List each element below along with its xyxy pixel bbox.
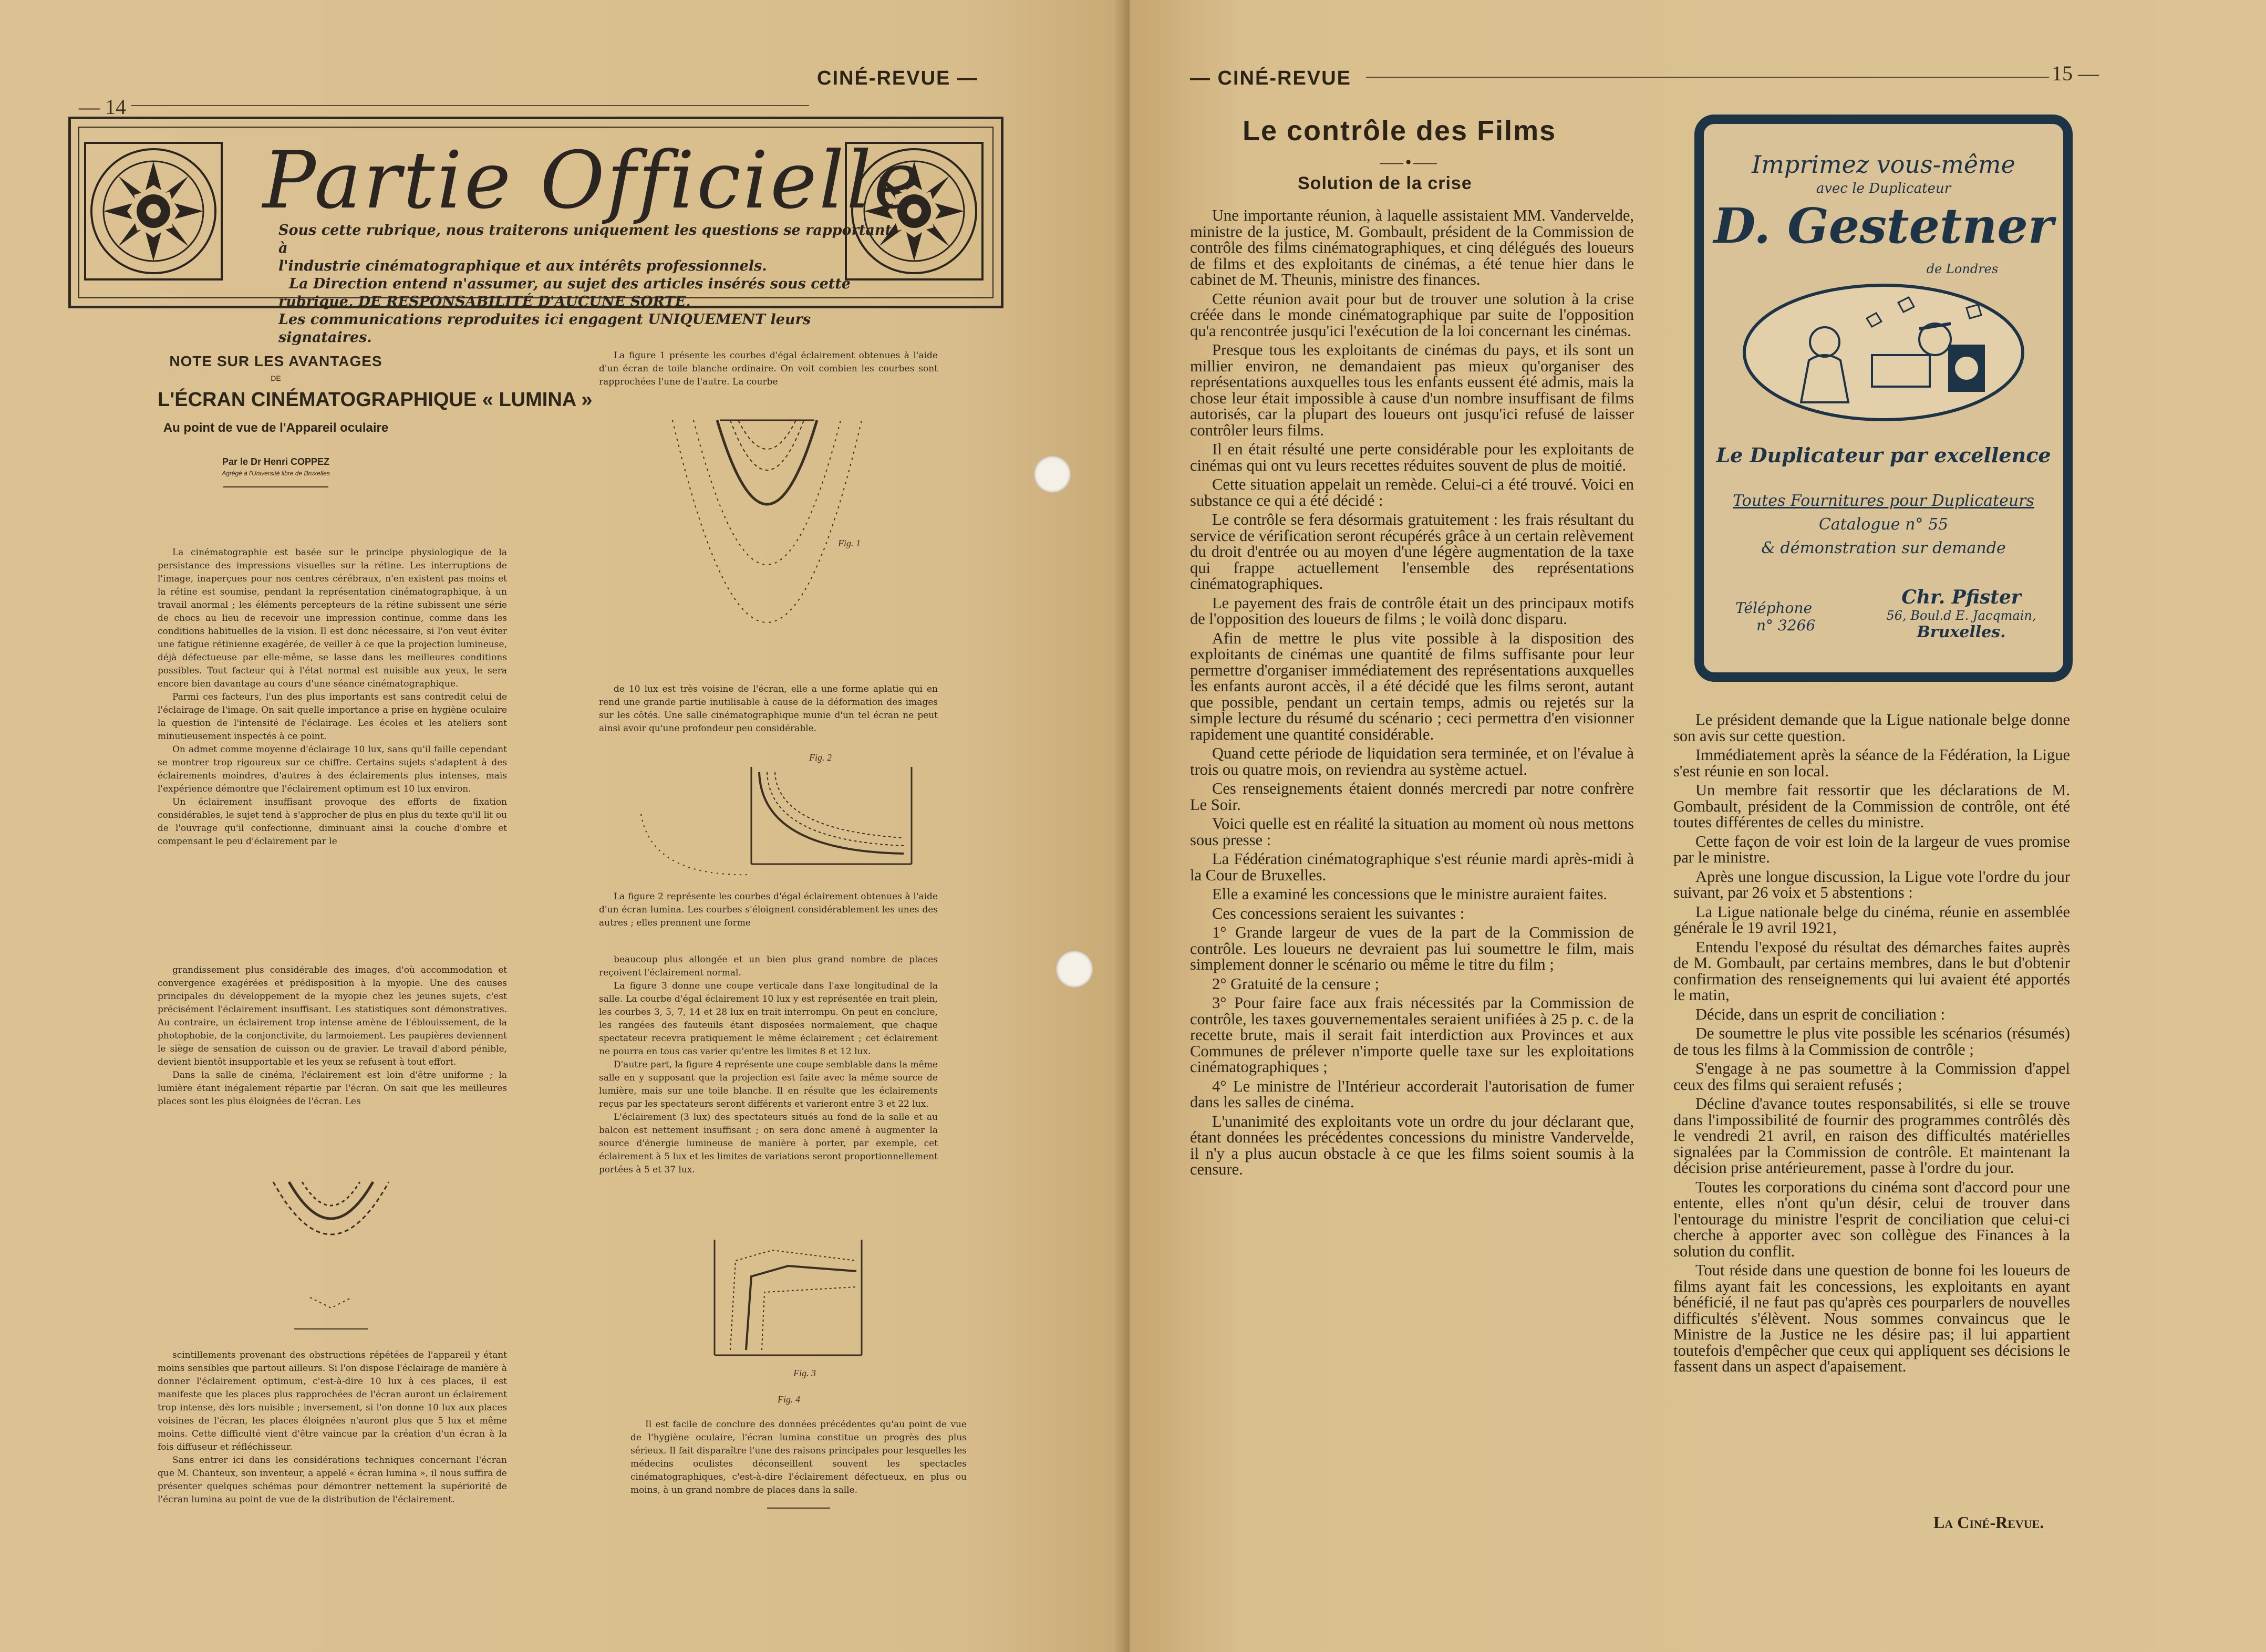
figure-1-label: Fig. 1: [838, 538, 861, 548]
r1-para-6: Le contrôle se fera désormais gratuitement : les frais résultant du service de vérification seront récupérés grâce à un certain relèvement du droit d'entrée ou au moyen d'une légère augmentation de la taxe qui frappe actuellement l'ensemble des représentations cinématographiques.: [1190, 511, 1634, 593]
col2-top-text: [599, 349, 938, 389]
article-heading-2: DE: [271, 374, 281, 382]
figure-curves-small: [252, 1171, 410, 1345]
r2-para-9: De soumettre le plus vite possible les scénarios (résumés) de tous les films à la Commission de contrôle ;: [1673, 1024, 2070, 1058]
ad-line5: & démonstration sur demande: [1761, 539, 2006, 557]
col2-bottom-para-4: L'éclairement (3 lux) des spectateurs situés au fond de la salle et au balcon est nettement insuffisant ; on sera donc amené à augmenter la source d'énergie lumineuse de manière à porter, par exemple, cet éclairement à 5 lux et les limites de variations seront proportionnellement portées à 5 et 37 lux.: [599, 1112, 938, 1175]
r2-para-6: La Ligue nationale belge du cinéma, réunie en assemblée générale le 19 avril 1921,: [1673, 902, 2070, 937]
ad-city: Bruxelles.: [1917, 623, 2006, 641]
binding-hole-top: [1034, 456, 1071, 493]
r1-para-14: Ces concessions seraient les suivantes :: [1212, 904, 1465, 922]
col2-mid-text: [599, 683, 938, 735]
ad-phone-block: [1735, 599, 1815, 634]
article-heading-3: L'ÉCRAN CINÉMATOGRAPHIQUE « LUMINA »: [158, 389, 593, 411]
col2-mid2-text: [599, 890, 938, 930]
figure-4-caption: [715, 1387, 862, 1408]
col2-bottom-text: [599, 953, 938, 1177]
banner-title: Partie Officielle: [263, 135, 923, 226]
col1-end-para-1: scintillements provenant des obstructions répétées de l'appareil y étant moins sensibles que partout ailleurs. Si l'on dispose l'éclairage de manière à donner l'éclairement optimum, c'est-à-dire 10 lux à ces places, il est manifeste que les places plus rapprochées de l'écran auront un éclairement trop intense, dès lors nuisible ; inversement, si l'on donne 10 lux aux places voisines de l'écran, les places éloignées n'auront plus que 5 lux et même moins. Cette difficulté vient d'être vaincue par la création d'un écran à la fois diffuseur et réfléchisseur.: [158, 1350, 507, 1452]
ad-illustration: [1741, 282, 2027, 423]
r2-para-8: Décide, dans un esprit de conciliation :: [1695, 1005, 1946, 1023]
r2-para-5: Après une longue discussion, la Ligue vote l'ordre du jour suivant, par 26 voix et 5 abstentions :: [1673, 867, 2070, 901]
r1-para-5: Cette situation appelait un remède. Celui-ci a été trouvé. Voici en substance ce qui a été décidé :: [1190, 475, 1634, 510]
r1-para-4: Il en était résulté une perte considérable pour les exploitants de cinémas qui ont vu leurs recettes réduites souvent de plus de moitié.: [1190, 440, 1634, 474]
ad-origin: de Londres: [1926, 262, 1999, 276]
left-page-number: — 14: [79, 95, 126, 119]
r2-para-1: Le président demande que la Ligue nationale belge donne son avis sur cette question.: [1673, 711, 2070, 745]
notice-line-4: rubrique, DE RESPONSABILITÉ D'AUCUNE SORTE.: [278, 294, 691, 310]
col2-bottom-para-1: beaucoup plus allongée et un bien plus grand nombre de places reçoivent l'éclairement normal.: [599, 954, 938, 978]
right-col2-text: [1673, 712, 2070, 1378]
r1-para-12: La Fédération cinématographique s'est réunie mardi après-midi à la Cour de Bruxelles.: [1190, 850, 1634, 884]
col2-end-text: [630, 1418, 967, 1509]
r1-para-18: 4° Le ministre de l'Intérieur accorderait l'autorisation de fumer dans les salles de cinéma.: [1190, 1077, 1634, 1111]
article-signature: La Ciné-Revue.: [1933, 1513, 2044, 1532]
article-heading-1: NOTE SUR LES AVANTAGES: [169, 353, 382, 369]
article-subtitle: Solution de la crise: [1298, 173, 1472, 193]
left-running-head: CINÉ-REVUE —: [817, 67, 978, 89]
r2-para-12: Toutes les corporations du cinéma sont d'accord pour une entente, elles n'ont qu'un désir, celui de trouver dans l'entourage du ministre l'esprit de conciliation que celui-ci cherche à apporter avec son collègue des Finances à la solution du conflit.: [1673, 1178, 2070, 1260]
article-byline: Par le Dr Henri COPPEZ: [222, 456, 330, 467]
article-byline-sub: Agrégé à l'Université libre de Bruxelles: [222, 470, 330, 477]
r1-para-9: Quand cette période de liquidation sera terminée, et on l'évalue à trois ou quatre mois, on reviendra au système actuel.: [1190, 744, 1634, 778]
r1-para-13: Elle a examiné les concessions que le ministre auraient faites.: [1212, 885, 1608, 903]
ad-slogan: Le Duplicateur par excellence: [1716, 443, 2051, 467]
right-running-head: — CINÉ-REVUE: [1190, 67, 1351, 89]
r1-para-7: Le payement des frais de contrôle était un des principaux motifs de l'opposition des loueurs de films ; le voilà donc disparu.: [1190, 594, 1634, 628]
article-end-rule: [767, 1508, 830, 1509]
col2-end-para: Il est facile de conclure des données précédentes qu'au point de vue de l'hygiène oculaire, l'écran lumina constitue un progrès des plus sérieux. Il fait disparaître l'une des raisons principales pour lesquelles les médecins oculistes déconseillent souvent les spectacles cinématographiques, c'est-à-dire l'éclairement défectueux, en plus ou moins, à un grand nombre de places dans la salle.: [630, 1419, 967, 1495]
left-page: [0, 0, 1130, 1652]
binding-hole-bottom: [1056, 951, 1093, 988]
rosette-ornament-left: [82, 140, 224, 282]
title-ornament: ⸺•⸺: [1379, 154, 1438, 171]
col2-bottom-para-3: D'autre part, la figure 4 représente une coupe semblable dans la même salle en y supposant que la projection est faite avec la même source de lumière, mais sur une toile blanche. Il en résulte que les éclairements reçus par les spectateurs seront différents et varieront entre 3 et 22 lux.: [599, 1059, 938, 1109]
heading-divider: [223, 486, 328, 487]
col1-top-text: [158, 546, 507, 848]
r1-para-8: Afin de mettre le plus vite possible à la disposition des exploitants de cinémas une quantité de films suffisante pour leur permettre d'organiser immédiatement des représentations auxquelles les enfants auront accès, il a été décidé que les films seront, autant que possible, pendant un certain temps, admis ou rejetés sur la simple lecture du résumé du scénario ; ceci permettra d'en visionner rapidement une quantité considérable.: [1190, 629, 1634, 743]
col1-end-text: [158, 1349, 507, 1506]
notice-line-5: Les communications reproduites ici engagent UNIQUEMENT leurs signataires.: [278, 311, 811, 346]
figure-2-diagram: [630, 751, 930, 882]
gestetner-advertisement: [1694, 115, 2073, 682]
col2-bottom-para-2: La figure 3 donne une coupe verticale dans l'axe longitudinal de la salle. La courbe d'égal éclairement 10 lux y est représentée en trait plein, les courbes 3, 5, 7, 14 et 28 lux en trait interrompu. On peut en conclure, les rangées des fauteuils étant disposées normalement, que chaque spectateur recevra pratiquement le même éclairement ; cet éclairement ne pourra en tous cas varier qu'entre les limites 8 et 12 lux.: [599, 981, 938, 1057]
right-header-rule: [1366, 77, 2049, 78]
r1-para-3: Presque tous les exploitants de cinémas du pays, et ils sont un millier environ, ne demandaient pas mieux qu'organiser des représentations auxquelles tous les enfants eussent été admis, mais la chose leur était impossible à cause d'un nombre insuffisant de films autorisés, car la plupart des loueurs ont jusqu'ici refusé de laisser contrôler leurs films.: [1190, 341, 1634, 439]
r1-para-10: Ces renseignements étaient donnés mercredi par notre confrère Le Soir.: [1190, 780, 1634, 814]
r1-para-1: Une importante réunion, à laquelle assistaient MM. Vandervelde, ministre de la justice, M. Gombault, président de la Commission de contrôle des films cinématographiques, et cinq délégués des loueurs de films et des exploitants de cinémas, a été tenue hier dans le cabinet de M. Theunis, ministre des finances.: [1190, 206, 1634, 288]
figure-4-label: Fig. 4: [778, 1394, 800, 1405]
col1-top-para-3: On admet comme moyenne d'éclairage 10 lux, sans qu'il faille cependant se montrer trop rigoureux sur ce chiffre. Certains sujets s'adaptent à des éclairements moindres, d'autres à des éclairements plus intenses, mais l'expérience démontre que l'éclairement optimum est 10 lux environ.: [158, 744, 507, 794]
col1-bottom-para-1: grandissement plus considérable des images, d'où accommodation et convergence exagérées et prédisposition à la myopie. Une des causes principales du développement de la myopie chez les jeunes sujets, c'est précisément l'éclairement insuffisant. Les statistiques sont démonstratives. Au contraire, un éclairement trop intense amène de l'éblouissement, de la photophobie, de la conjonctivite, du larmoiement. Les paupières deviennent le siège de sensation de cuisson ou de gravier. Le travail d'abord pénible, devient bientôt insupportable et les yeux se refusent à tout effort.: [158, 965, 507, 1067]
ad-line3: Toutes Fournitures pour Duplicateurs: [1733, 492, 2034, 510]
ad-phone-label: Téléphone: [1735, 599, 1813, 617]
notice-line-2: l'industrie cinématographique et aux intérêts professionnels.: [278, 258, 767, 274]
col2-mid2-para: La figure 2 représente les courbes d'égal éclairement obtenues à l'aide d'un écran lumina. Les courbes s'éloignent considérablement les unes des autres ; elles prennent une forme: [599, 891, 938, 928]
banner-notice: [278, 222, 893, 347]
r2-para-3: Un membre fait ressortir que les déclarations de M. Gombault, président de la Commission de contrôle, ont été toutes différentes de celles du ministre.: [1673, 781, 2070, 831]
r1-para-16: 2° Gratuité de la censure ;: [1212, 974, 1379, 993]
article-title: Le contrôle des Films: [1243, 115, 1557, 147]
notice-line-1: Sous cette rubrique, nous traiterons uniquement les questions se rapportant à: [278, 222, 892, 256]
figure-3-diagram: [699, 1229, 872, 1381]
r2-para-10: S'engage à ne pas soumettre à la Commission d'appel ceux des films qui seraient refusés ;: [1673, 1059, 2070, 1094]
r2-para-11: Décline d'avance toutes responsabilités, si elle se trouve dans l'impossibilité de fournir des programmes contrôlés dès le vendredi 21 avril, en raison des difficultés matérielles signalées par la Commission de contrôle. Et maintenant la décision prise antérieurement, passe à l'ordre du jour.: [1673, 1095, 2070, 1177]
col1-top-para-1: La cinématographie est basée sur le principe physiologique de la persistance des impressions visuelles sur la rétine. Les interruptions de l'image, inaperçues pour nos centres cérébraux, n'en existent pas moins et la rétine est soumise, pendant la représentation cinématographique, à un travail anormal ; les éléments percepteurs de la rétine subissent une série de chocs au lieu de recevoir une impression continue, comme dans les conditions habituelles de la vision. Il est donc nécessaire, si l'on veut éviter une fatigue rétinienne exagérée, de veiller à ce que la projection lumineuse, déjà défectueuse par elle-même, se lasse dans les meilleures conditions possibles. Tout facteur qui à l'état normal est nuisible aux yeux, le sera encore bien davantage au cours d'une séance cinématographique.: [158, 547, 507, 689]
r1-para-15: 1° Grande largeur de vues de la part de la Commission de contrôle. Les loueurs ne devraient pas lui soumettre le film, mais simplement donner le scénario ou même le titre du film ;: [1190, 923, 1634, 973]
r1-para-11: Voici quelle est en réalité la situation au moment où nous mettons sous presse :: [1190, 815, 1634, 849]
ad-brand: D. Gestetner: [1713, 198, 2054, 254]
ad-dealer-block: [1877, 586, 2045, 641]
partie-officielle-banner: [68, 117, 1003, 346]
ad-line1: Imprimez vous-même: [1752, 150, 2015, 179]
figure-1-diagram: [657, 415, 877, 641]
ad-line4: Catalogue n° 55: [1818, 515, 1949, 534]
col2-top-para: La figure 1 présente les courbes d'égal éclairement obtenues à l'aide d'un écran de toile blanche ordinaire. On voit combien les courbes sont rapprochées l'une de l'autre. La courbe: [599, 350, 938, 387]
figure-3-label: Fig. 3: [793, 1368, 816, 1378]
notice-line-3: La Direction entend n'assumer, au sujet des articles insérés sous cette: [289, 276, 851, 292]
col2-mid-para: de 10 lux est très voisine de l'écran, elle a une forme aplatie qui en rend une grande partie inutilisable à cause de la déformation des images sur les côtés. Une salle cinématographique munie d'un tel écran ne peut ainsi avoir qu'une profondeur peu considérable.: [599, 684, 938, 734]
r2-para-4: Cette façon de voir est loin de la largeur de vues promise par le ministre.: [1673, 832, 2070, 866]
article-heading-block: [158, 353, 593, 487]
figure-2-label: Fig. 2: [809, 752, 832, 763]
col1-end-para-2: Sans entrer ici dans les considérations techniques concernant l'écran que M. Chanteux, son inventeur, a appelé « écran lumina », il nous suffira de présenter quelques schémas pour démontrer nettement la supériorité de l'écran lumina au point de vue de la distribution de l'éclairement.: [158, 1455, 507, 1505]
r1-para-2: Cette réunion avait pour but de trouver une solution à la crise créée dans le monde cinématographique par suite de l'opposition qu'a rencontrée jusqu'ici l'exécution de la loi concernant les cinémas.: [1190, 289, 1634, 340]
col1-top-para-4: Un éclairement insuffisant provoque des efforts de fixation considérables, le sujet tend à s'approcher de plus en plus du texte qu'il lit ou de l'ouvrage qu'il confectionne, diminuant ainsi la couche d'ombre et compensant le peu d'éclairement par le: [158, 797, 507, 847]
article-heading-4: Au point de vue de l'Appareil oculaire: [163, 421, 389, 435]
col1-bottom-para-2: Dans la salle de cinéma, l'éclairement est loin d'être uniforme ; la lumière étant inégalement répartie par l'écran. On sait que les meilleures places sont les plus éloignées de l'écran. Les: [158, 1070, 507, 1107]
ad-dealer: Chr. Pfister: [1901, 586, 2021, 608]
col1-bottom-text: [158, 964, 507, 1108]
right-col1-text: [1190, 207, 1634, 1181]
ad-address: 56, Boul.d E. Jacqmain,: [1886, 608, 2036, 623]
col1-top-para-2: Parmi ces facteurs, l'un des plus importants est sans contredit celui de l'éclairage de l'image. On sait quelle importance a prise en hygiène oculaire la question de l'intensité de l'éclairage. Les écoles et les ateliers sont minutieusement inspectés à ce point.: [158, 692, 507, 742]
ad-phone: n° 3266: [1756, 617, 1816, 634]
r2-para-13: Tout réside dans une question de bonne foi les loueurs de films ayant fait les concessions, les exploitants en ayant bénéficié, il ne faut pas qu'après ces pourparlers de nouvelles difficultés s'élèvent. Nous sommes convaincus que le Ministre de la Justice ne les désire pas; il lui appartient toutefois d'empêcher que ceux qui appliquent ses décisions le fassent dans un aspect d'apaisement.: [1673, 1261, 2070, 1375]
r1-para-17: 3° Pour faire face aux frais nécessités par la Commission de contrôle, les taxes gouvernementales seraient unifiées à 25 p. c. de la recette brute, mais il serait fait interdiction aux Provinces et aux Communes de prélever n'importe quelle taxe sur les exploitations cinématographiques ;: [1190, 994, 1634, 1076]
r2-para-2: Immédiatement après la séance de la Fédération, la Ligue s'est réunie en son local.: [1673, 746, 2070, 780]
right-page-number: 15 —: [2052, 61, 2099, 85]
r2-para-7: Entendu l'exposé du résultat des démarches faites auprès de M. Gombault, par certains membres, dans le but d'obtenir confirmation des renseignements qui lui avaient été apportés le matin,: [1673, 938, 2070, 1004]
header-rule: [131, 105, 809, 106]
ad-line2: avec le Duplicateur: [1816, 181, 1951, 196]
r1-para-19: L'unanimité des exploitants vote un ordre du jour déclarant que, étant données les précédentes concessions du ministre Vandervelde, il n'y a plus aucun obstacle à ce que les films soient soumis à la censure.: [1190, 1112, 1634, 1178]
